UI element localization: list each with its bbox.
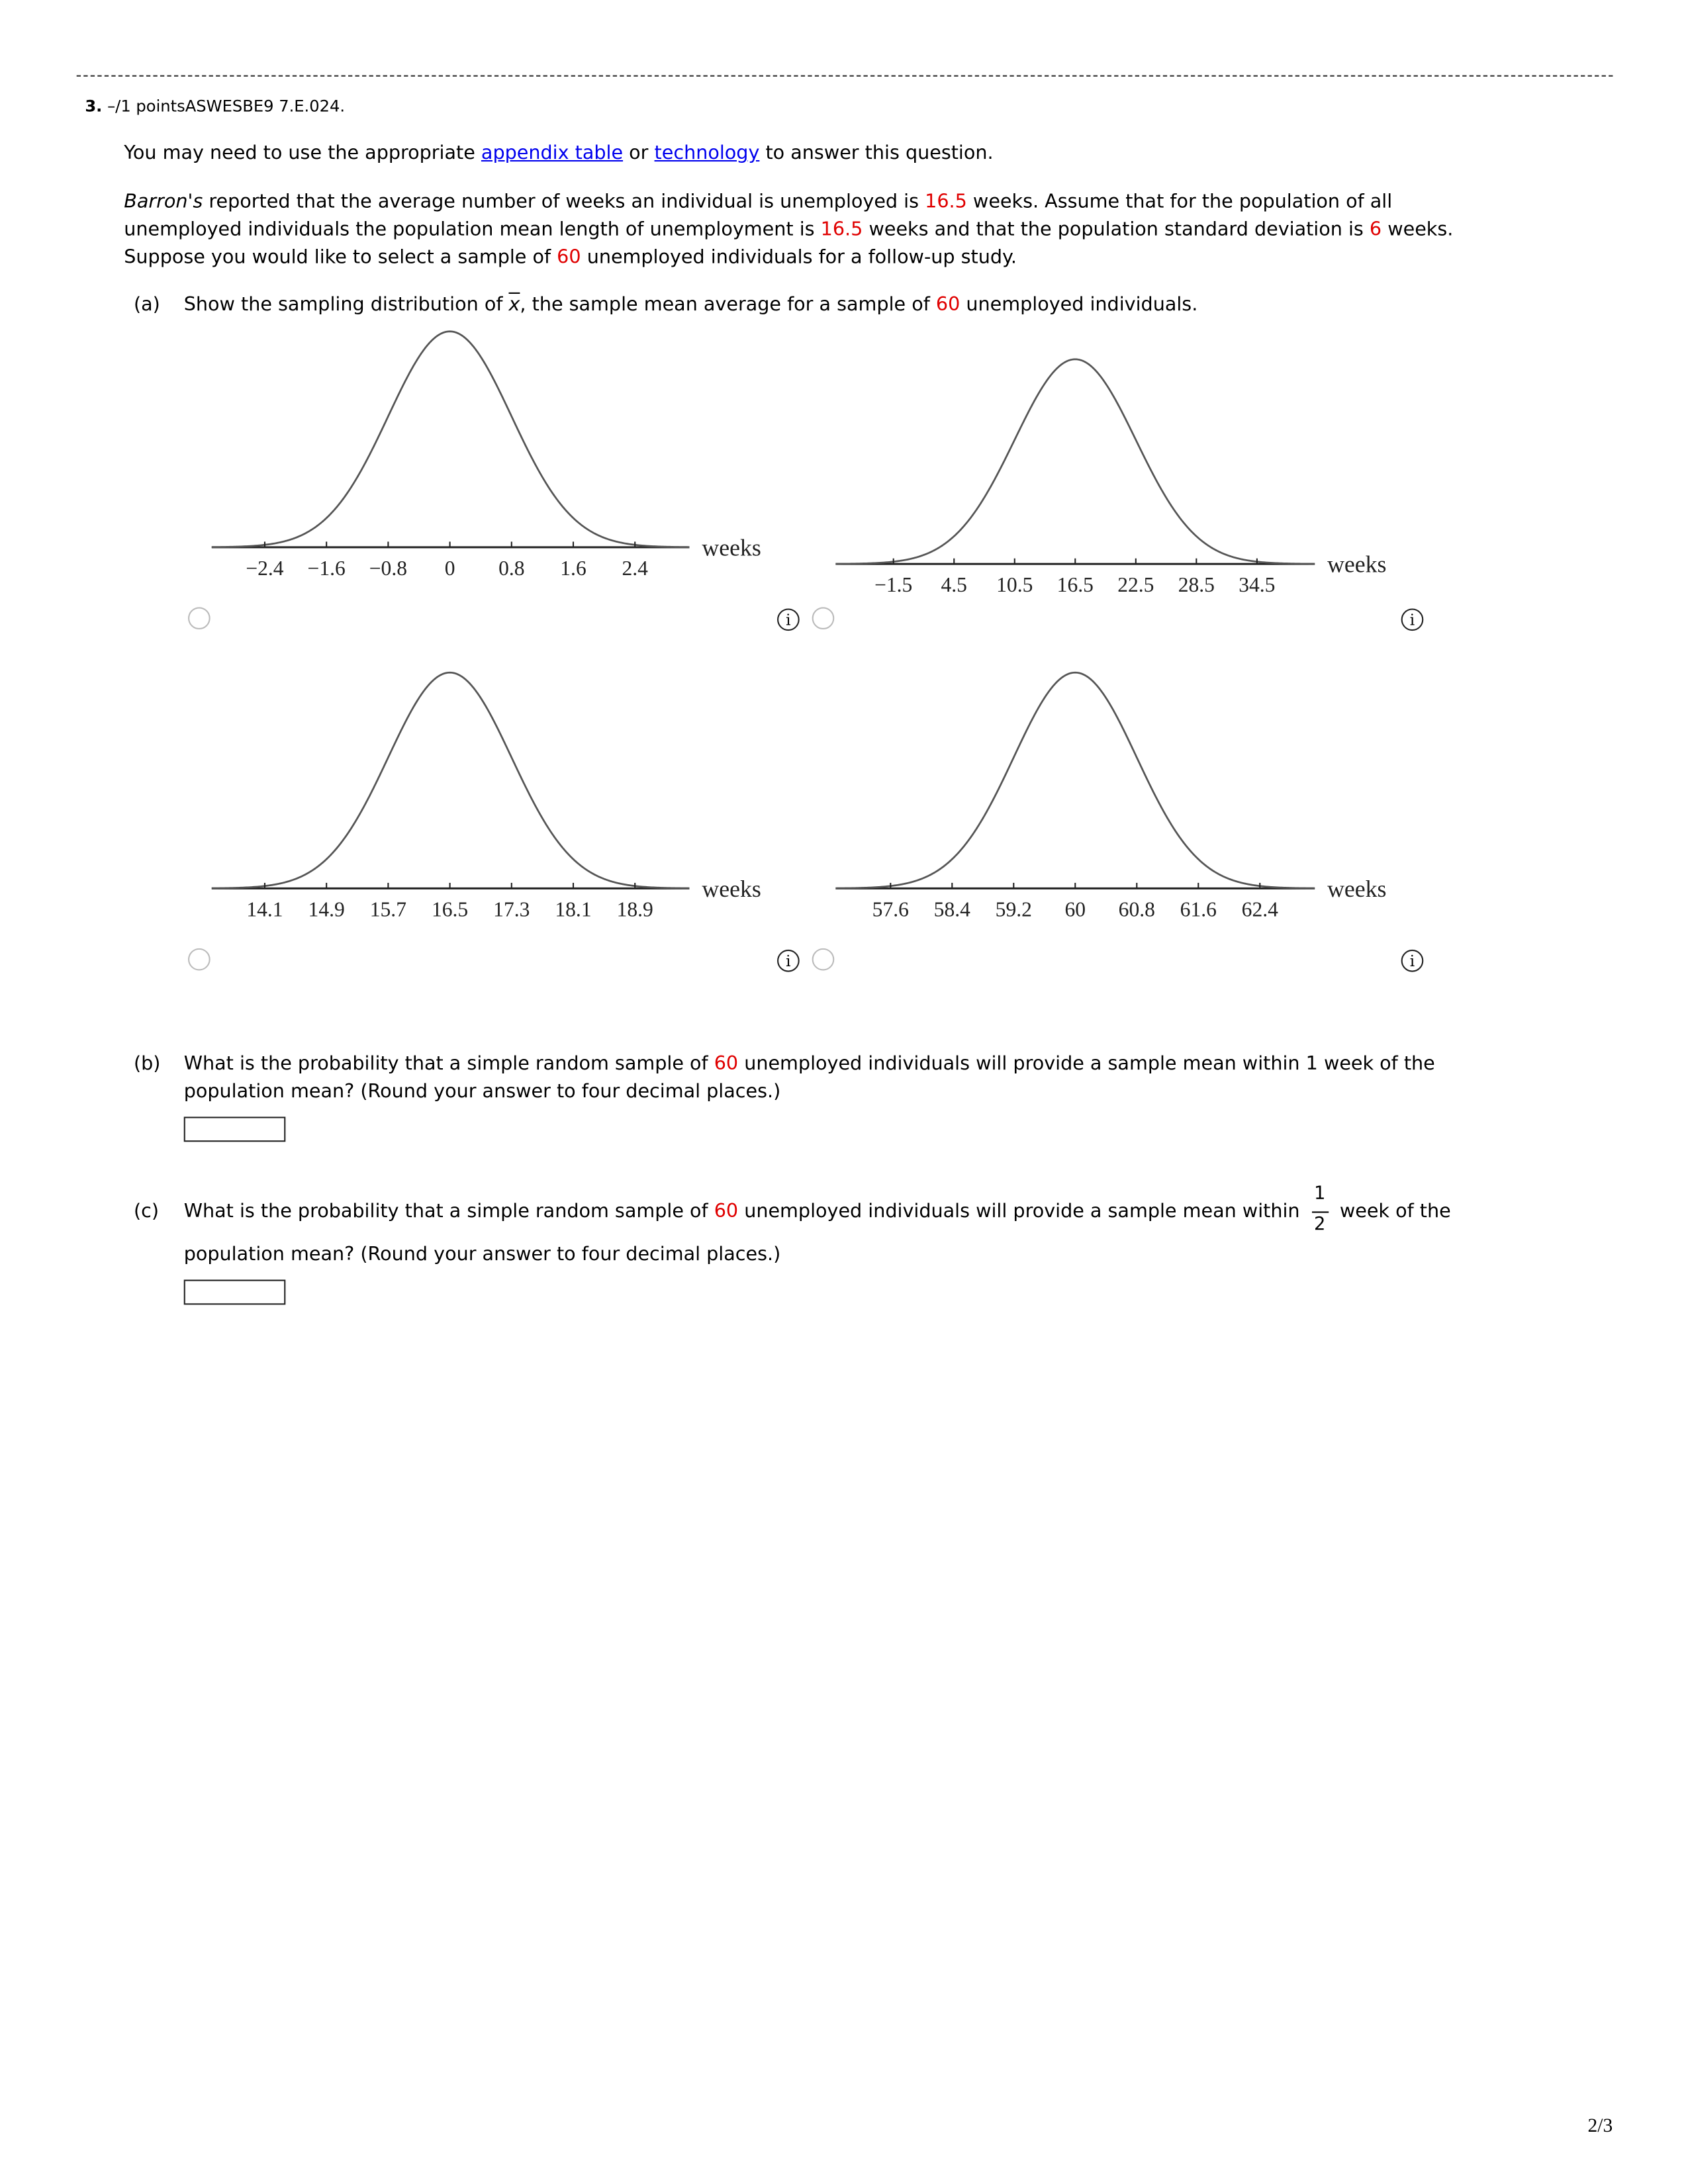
mean-value: 16.5 <box>820 218 863 241</box>
choice-radio[interactable] <box>812 607 835 629</box>
info-icon[interactable]: i <box>777 950 800 972</box>
tick-label: −0.8 <box>369 556 408 580</box>
tick-label: 61.6 <box>1180 897 1217 921</box>
text: weeks. Assume that for the population of all <box>966 191 1393 213</box>
text: unemployed individuals will provide a sample mean within 1 week of the <box>738 1052 1435 1075</box>
text: weeks and that the population standard deviation is <box>863 218 1370 241</box>
choice-3 <box>195 655 808 989</box>
tick-label: 59.2 <box>995 897 1032 921</box>
question-header <box>85 96 345 115</box>
text: weeks. <box>1382 218 1454 241</box>
question-points: –/1 points <box>107 96 185 116</box>
normal-curve-chart <box>819 313 1432 606</box>
tick-label: 57.6 <box>872 897 909 921</box>
text: Show the sampling distribution of <box>183 293 509 316</box>
technology-link[interactable]: technology <box>654 142 760 165</box>
tick-label: 16.5 <box>431 897 469 921</box>
sample-size: 60 <box>557 246 581 269</box>
choice-radio[interactable] <box>188 607 211 629</box>
info-icon[interactable]: i <box>1401 608 1424 631</box>
part-b-line-1 <box>184 1050 1435 1077</box>
tick-label: 0 <box>444 556 455 580</box>
text: unemployed individuals the population mean length of unemployment is <box>124 218 821 241</box>
x-axis-label: weeks <box>702 875 761 902</box>
mean-value: 16.5 <box>925 191 967 213</box>
text: reported that the average number of weeks an individual is unemployed is <box>203 191 925 213</box>
choice-2 <box>819 313 1432 647</box>
tick-label: 4.5 <box>941 573 967 597</box>
tick-label: 28.5 <box>1178 573 1215 597</box>
choice-4 <box>819 655 1432 989</box>
choice-radio[interactable] <box>812 948 835 971</box>
tick-label: 10.5 <box>996 573 1033 597</box>
part-c-line-2: population mean? (Round your answer to four decimal places.) <box>183 1243 781 1266</box>
info-icon[interactable]: i <box>777 608 800 631</box>
fraction <box>1310 1183 1329 1236</box>
part-b-label: (b) <box>133 1052 161 1075</box>
sample-size: 60 <box>714 1052 739 1075</box>
tick-label: −1.6 <box>307 556 346 580</box>
choice-1 <box>195 313 808 647</box>
part-b-answer-input[interactable] <box>184 1116 286 1142</box>
part-b-line-2: population mean? (Round your answer to four decimal places.) <box>183 1080 781 1103</box>
normal-curve-chart <box>819 655 1432 947</box>
tick-label: 14.9 <box>308 897 345 921</box>
tick-label: 58.4 <box>933 897 970 921</box>
text: week of the <box>1333 1200 1451 1223</box>
text: unemployed individuals. <box>960 293 1198 316</box>
x-axis-label: weeks <box>702 534 761 561</box>
normal-curve-chart <box>195 313 808 606</box>
part-a-label: (a) <box>133 293 160 316</box>
tick-label: 15.7 <box>369 897 406 921</box>
barrons: Barron's <box>124 191 203 213</box>
fraction-bar <box>1311 1211 1328 1212</box>
tick-label: 18.1 <box>555 897 592 921</box>
tick-label: 62.4 <box>1241 897 1278 921</box>
fraction-denominator: 2 <box>1313 1214 1326 1236</box>
intro-text <box>124 139 993 167</box>
text: , the sample mean average for a sample of <box>520 293 936 316</box>
tick-label: 60.8 <box>1118 897 1155 921</box>
divider <box>77 75 1613 77</box>
tick-label: −2.4 <box>246 556 284 580</box>
problem-line-1 <box>124 188 1453 216</box>
density-curve <box>835 359 1315 564</box>
text: unemployed individuals for a follow-up study. <box>581 246 1017 269</box>
sample-size: 60 <box>935 293 961 316</box>
info-icon[interactable]: i <box>1401 950 1424 972</box>
normal-curve-chart <box>195 655 808 947</box>
problem-line-3 <box>124 244 1453 271</box>
density-curve <box>212 672 690 888</box>
part-c-label: (c) <box>133 1200 160 1223</box>
choice-radio[interactable] <box>188 948 211 971</box>
sample-size: 60 <box>714 1200 739 1223</box>
tick-label: 34.5 <box>1239 573 1276 597</box>
x-axis-label: weeks <box>1327 875 1387 902</box>
intro-middle: or <box>623 142 655 165</box>
text: unemployed individuals will provide a sample mean within <box>738 1200 1306 1223</box>
sd-value: 6 <box>1369 218 1382 241</box>
tick-label: 2.4 <box>622 556 648 580</box>
problem-line-2 <box>124 216 1453 244</box>
tick-label: 22.5 <box>1117 573 1154 597</box>
tick-label: 60 <box>1064 897 1086 921</box>
part-b-text <box>184 1050 1435 1105</box>
question-number: 3. <box>85 96 103 116</box>
tick-label: 0.8 <box>498 556 525 580</box>
tick-label: 1.6 <box>560 556 586 580</box>
density-curve <box>212 332 690 547</box>
fraction-numerator: 1 <box>1313 1183 1326 1205</box>
x-bar-symbol: $\overline{x}$ <box>508 293 520 316</box>
density-curve <box>835 672 1315 888</box>
x-axis-label: weeks <box>1327 551 1387 578</box>
page-number: 2/3 <box>1587 2116 1613 2138</box>
tick-label: 17.3 <box>493 897 530 921</box>
intro-after: to answer this question. <box>759 142 994 165</box>
tick-label: 14.1 <box>246 897 283 921</box>
text: What is the probability that a simple random sample of <box>183 1052 714 1075</box>
part-c-line-1 <box>183 1183 1451 1236</box>
tick-label: 16.5 <box>1056 573 1094 597</box>
part-c-answer-input[interactable] <box>184 1280 286 1305</box>
text: What is the probability that a simple random sample of <box>183 1200 714 1223</box>
text: Suppose you would like to select a sample of <box>124 246 557 269</box>
tick-label: 18.9 <box>616 897 653 921</box>
tick-label: −1.5 <box>874 573 913 597</box>
intro-before: You may need to use the appropriate <box>124 142 481 165</box>
problem-text <box>124 188 1453 271</box>
question-code: ASWESBE9 7.E.024. <box>185 96 346 116</box>
appendix-table-link[interactable]: appendix table <box>481 142 624 165</box>
